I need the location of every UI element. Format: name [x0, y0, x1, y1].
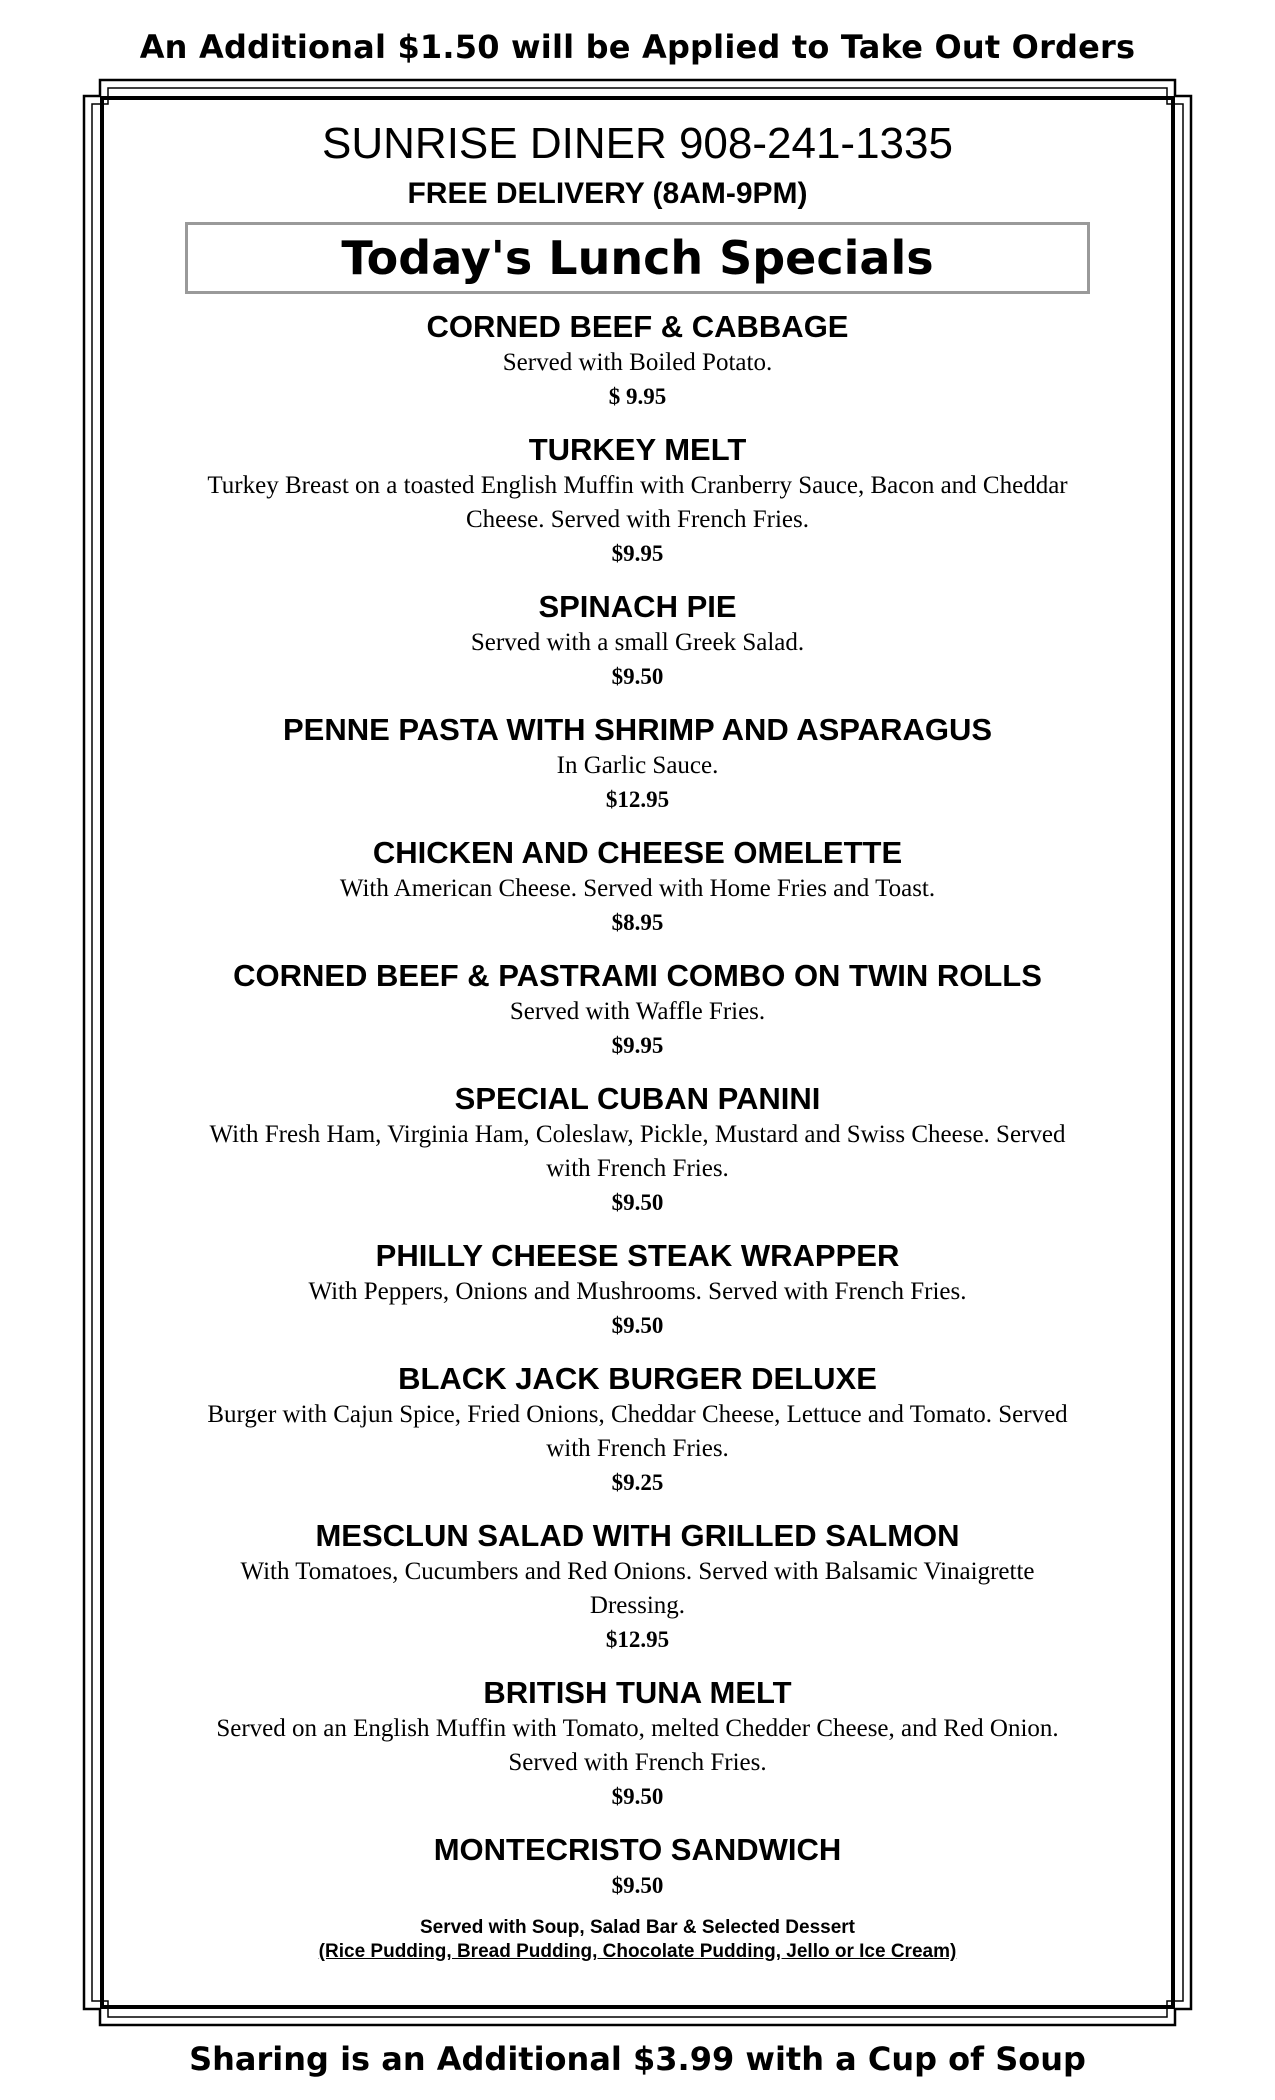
menu-item [100, 431, 1175, 571]
item-name: CORNED BEEF & PASTRAMI COMBO ON TWIN ROLLS [233, 958, 1042, 993]
item-price: $9.95 [611, 1033, 664, 1058]
specials-title: Today's Lunch Specials [341, 231, 934, 285]
item-name: PENNE PASTA WITH SHRIMP AND ASPARAGUS [282, 712, 993, 747]
item-price: $9.50 [611, 664, 664, 689]
item-name: BLACK JACK BURGER DELUXE [398, 1361, 877, 1396]
specials-title-box [185, 222, 1090, 294]
item-price: $9.25 [611, 1470, 664, 1495]
item-price: $12.95 [605, 787, 670, 812]
item-description: Served with Waffle Fries. [509, 998, 766, 1025]
item-price: $9.50 [611, 1313, 664, 1338]
diner-name-phone: SUNRISE DINER 908-241-1335 [322, 119, 953, 168]
menu-item [100, 711, 1175, 817]
menu-item [100, 308, 1175, 414]
delivery-hours: FREE DELIVERY (8AM-9PM) [407, 177, 808, 210]
menu-item [100, 957, 1175, 1063]
dessert-options-note: (Rice Pudding, Bread Pudding, Chocolate Pudding, Jello or Ice Cream) [318, 1941, 957, 1962]
menu-item [100, 1360, 1175, 1500]
item-name: SPINACH PIE [538, 589, 737, 624]
menu-item [100, 1517, 1175, 1657]
item-price: $12.95 [605, 1627, 670, 1652]
menu-item [100, 1080, 1175, 1220]
item-price: $9.50 [611, 1784, 664, 1809]
item-name: MONTECRISTO SANDWICH [433, 1832, 842, 1867]
item-description: In Garlic Sauce. [556, 752, 719, 779]
item-description: Served on an English Muffin with Tomato, melted Chedder Cheese, and Red Onion. Served with French Fries. [216, 1715, 1059, 1776]
takeout-surcharge-note: An Additional $1.50 will be Applied to Take Out Orders [139, 28, 1136, 66]
menu-item [100, 834, 1175, 940]
item-description: Turkey Breast on a toasted English Muffin with Cranberry Sauce, Bacon and Cheddar Cheese. Served with French Fries. [207, 472, 1068, 533]
item-name: BRITISH TUNA MELT [483, 1675, 792, 1710]
item-name: CORNED BEEF & CABBAGE [426, 309, 849, 344]
item-price: $ 9.95 [608, 384, 667, 409]
menu-item [100, 588, 1175, 694]
item-description: With Tomatoes, Cucumbers and Red Onions. Served with Balsamic Vinaigrette Dressing. [240, 1558, 1035, 1619]
item-description: With Fresh Ham, Virginia Ham, Coleslaw, Pickle, Mustard and Swiss Cheese. Served with French Fries. [209, 1121, 1066, 1182]
specials-list [100, 308, 1175, 1903]
item-description: Served with a small Greek Salad. [470, 629, 805, 656]
item-price: $9.50 [611, 1190, 664, 1215]
item-description: Served with Boiled Potato. [502, 349, 773, 376]
item-price: $9.50 [611, 1873, 664, 1898]
item-price: $8.95 [611, 910, 664, 935]
menu-content [100, 118, 1175, 1964]
item-name: MESCLUN SALAD WITH GRILLED SALMON [315, 1518, 960, 1553]
item-description: Burger with Cajun Spice, Fried Onions, Cheddar Cheese, Lettuce and Tomato. Served with French Fries. [207, 1401, 1068, 1462]
item-description: With American Cheese. Served with Home Fries and Toast. [339, 875, 936, 902]
served-with-note: Served with Soup, Salad Bar & Selected Dessert [419, 1917, 856, 1938]
menu-item [100, 1237, 1175, 1343]
item-name: TURKEY MELT [528, 432, 747, 467]
menu-item [100, 1674, 1175, 1814]
sharing-charge-note: Sharing is an Additional $3.99 with a Cup of Soup [189, 2040, 1086, 2078]
item-price: $9.95 [611, 541, 664, 566]
item-name: PHILLY CHEESE STEAK WRAPPER [375, 1238, 900, 1273]
item-name: SPECIAL CUBAN PANINI [454, 1081, 821, 1116]
menu-item [100, 1831, 1175, 1903]
item-name: CHICKEN AND CHEESE OMELETTE [372, 835, 903, 870]
item-description: With Peppers, Onions and Mushrooms. Served with French Fries. [308, 1278, 967, 1305]
